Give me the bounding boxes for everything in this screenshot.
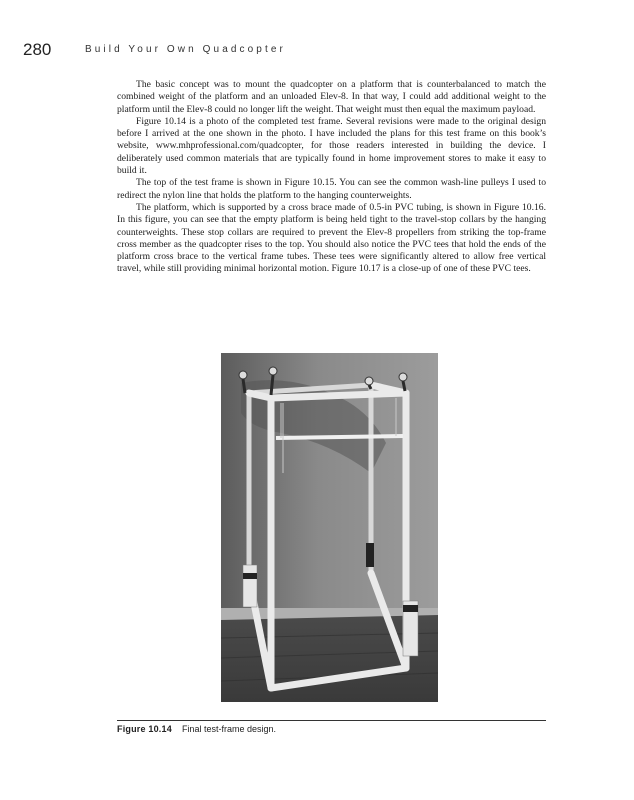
figure-label: Figure 10.14 bbox=[117, 724, 172, 734]
caption-rule bbox=[117, 720, 546, 721]
body-text bbox=[117, 79, 546, 276]
page-number: 280 bbox=[23, 40, 52, 59]
platform-cross-brace bbox=[276, 436, 403, 438]
paragraph: The platform, which is supported by a cross brace made of 0.5-in PVC tubing, is shown in Figure 10.16. In this figure, you can see that the empty platform is being held tight to the travel-stop collars by the hanging counterweights. These stop collars are required to prevent the Elev-8 propellers from striking the top-frame cross member as the quadcopter rises to the top. You should also notice the PVC tees that hold the ends of the platform cross brace to the vertical frame tubes. These tees were significantly altered to allow free vertical travel, while still providing minimal horizontal motion. Figure 10.17 is a close-up of one of these PVC tees. bbox=[117, 201, 546, 275]
test-frame-illustration bbox=[221, 353, 438, 702]
paragraph: Figure 10.14 is a photo of the completed test frame. Several revisions were made to the original design before I arrived at the one shown in the photo. I have included the plans for this test frame on this book’s website, www.mhprofessional.com/quadcopter, for those readers interested in building the device. I deliberately used common materials that are typically found in home improvement stores to make it easy to build it. bbox=[117, 115, 546, 177]
figure-caption bbox=[117, 724, 276, 734]
figure-caption-text: Final test-frame design. bbox=[181, 724, 276, 734]
running-title: Build Your Own Quadcopter bbox=[85, 44, 286, 55]
paragraph: The top of the test frame is shown in Figure 10.15. You can see the common wash-line pulleys I used to redirect the nylon line that holds the platform to the hanging counterweights. bbox=[117, 177, 546, 201]
paragraph: The basic concept was to mount the quadcopter on a platform that is counterbalanced to match the combined weight of the platform and an unloaded Elev-8. In that way, I could add additional weight to the platform until the Elev-8 could no longer lift the weight. That weight must then equal the maximum payload. bbox=[117, 79, 546, 115]
test-frame-photo bbox=[221, 353, 438, 702]
